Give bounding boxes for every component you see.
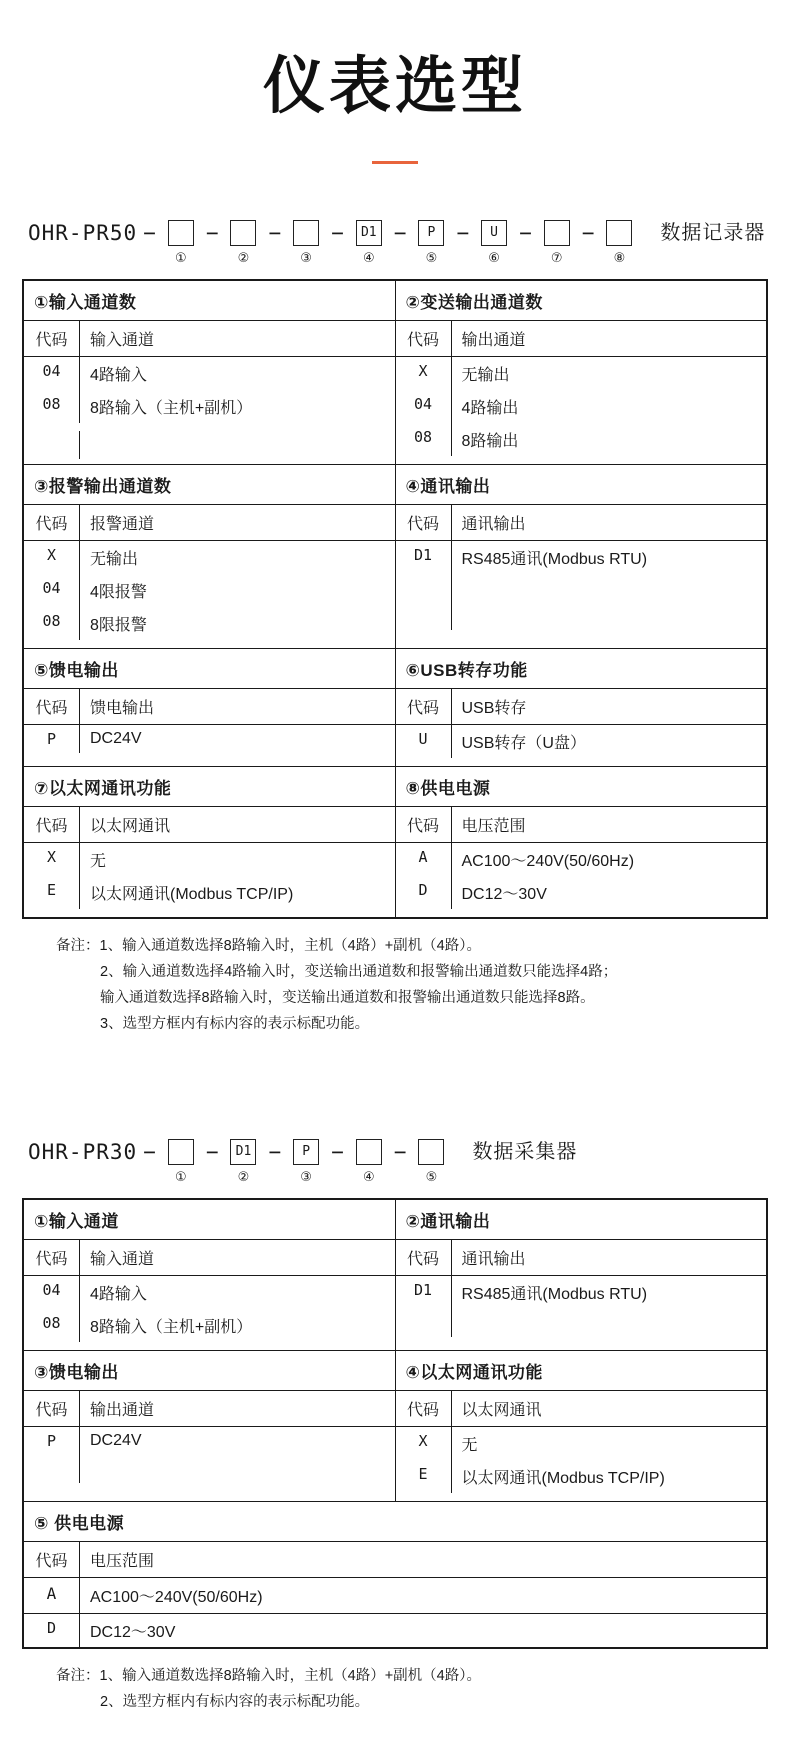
list-item — [24, 541, 395, 574]
option-desc: 8路输入（主机+副机） — [90, 400, 253, 417]
col-code-header: 代码 — [24, 807, 80, 842]
slot-box-4[interactable] — [356, 1139, 382, 1165]
list-item-filler — [24, 431, 395, 459]
spec-block-5-body — [23, 689, 395, 767]
slot-5[interactable] — [412, 1139, 450, 1186]
col-desc-header: 输入通道 — [90, 332, 155, 349]
col-desc-header: USB转存 — [461, 700, 527, 717]
slot-2[interactable] — [224, 1139, 262, 1186]
option-code: A — [24, 1578, 80, 1613]
list-item — [396, 1427, 767, 1460]
model-code-line-pr30 — [0, 1135, 790, 1186]
col-desc-header: 电压范围 — [461, 818, 526, 835]
option-code: 08 — [24, 607, 80, 640]
option-desc: 以太网通讯(Modbus TCP/IP) — [461, 1470, 665, 1487]
slot-7[interactable] — [538, 220, 576, 267]
column-header-row — [24, 1391, 395, 1427]
slot-box-2[interactable] — [230, 220, 256, 246]
option-code: 08 — [396, 423, 452, 456]
option-code: U — [396, 725, 452, 758]
option-code: 04 — [24, 1276, 80, 1309]
option-desc: 4路输出 — [461, 400, 519, 417]
list-item — [24, 574, 395, 607]
slot-box-3[interactable]: P — [293, 1139, 319, 1165]
option-code: D — [24, 1614, 80, 1647]
option-desc: 4路输入 — [90, 367, 147, 384]
col-desc-header: 报警通道 — [90, 516, 155, 533]
slot-5[interactable] — [412, 220, 450, 267]
spec-block-4 — [395, 465, 767, 505]
slot-4[interactable] — [350, 220, 388, 267]
option-code: 04 — [24, 574, 80, 607]
block-header: ④以太网通讯功能 — [405, 1363, 543, 1382]
table-row — [23, 689, 767, 767]
list-item-filler — [396, 1309, 767, 1345]
option-desc: DC24V — [90, 730, 142, 747]
note-text: 输入通道数选择8路输入时，主机（4路）+副机（4路）。 — [122, 938, 481, 954]
slot-6[interactable] — [475, 220, 513, 267]
list-item-filler — [396, 574, 767, 602]
notes-pr30 — [56, 1663, 790, 1715]
col-desc-header: 通讯输出 — [461, 1251, 526, 1268]
block-header: ⑤ 供电电源 — [34, 1514, 125, 1533]
dash: − — [205, 1140, 219, 1164]
table-row — [23, 1391, 767, 1502]
spec-block-4 — [395, 1351, 767, 1391]
slot-1[interactable] — [162, 1139, 200, 1186]
col-code-header: 代码 — [24, 1542, 80, 1577]
option-desc: AC100～240V(50/60Hz) — [461, 853, 635, 870]
list-item-filler — [24, 1455, 395, 1491]
slot-num-6: ⑥ — [488, 250, 500, 265]
option-desc — [452, 1309, 767, 1337]
slot-num-4: ④ — [362, 250, 375, 265]
note-line — [56, 1011, 790, 1037]
section-spacer — [0, 1037, 790, 1083]
note-number: 3、 — [100, 1016, 123, 1032]
spec-block-7-body — [23, 807, 395, 919]
table-row — [23, 1502, 767, 1542]
column-header-row — [24, 1542, 766, 1578]
col-desc-header: 以太网通讯 — [90, 818, 171, 835]
spec-block-2-body — [395, 321, 767, 465]
col-desc-header: 电压范围 — [90, 1553, 155, 1570]
option-code — [396, 1309, 452, 1337]
dash: − — [268, 221, 282, 245]
spec-block-5 — [23, 1502, 767, 1542]
option-code: E — [396, 1460, 452, 1493]
table-row — [23, 321, 767, 465]
block-header: ④通讯输出 — [405, 477, 491, 496]
col-code-header: 代码 — [24, 505, 80, 540]
option-code: A — [396, 843, 452, 876]
list-item — [396, 843, 767, 876]
option-code: E — [24, 876, 80, 909]
list-item — [24, 725, 395, 761]
note-text: 输入通道数选择8路输入时，主机（4路）+副机（4路）。 — [122, 1668, 481, 1684]
spec-block-6 — [395, 649, 767, 689]
dash: − — [268, 1140, 282, 1164]
block-header: ⑤馈电输出 — [34, 661, 119, 680]
table-row — [23, 1542, 767, 1649]
col-desc-header: 输出通道 — [461, 332, 526, 349]
col-code-header: 代码 — [396, 505, 452, 540]
slot-num-2: ② — [237, 250, 250, 265]
col-code-header: 代码 — [396, 689, 452, 724]
model-name-pr30: OHR-PR30 — [28, 1140, 138, 1164]
option-desc: 无 — [90, 853, 107, 870]
notes-pr50 — [56, 933, 790, 1037]
slot-num-3: ③ — [300, 250, 312, 265]
option-desc: 以太网通讯(Modbus TCP/IP) — [90, 886, 294, 903]
list-item — [396, 541, 767, 574]
list-item — [396, 357, 767, 390]
slot-box-8[interactable] — [606, 220, 632, 246]
spec-block-8-body — [395, 807, 767, 919]
block-header: ⑦以太网通讯功能 — [34, 779, 172, 798]
slot-3[interactable] — [287, 220, 325, 267]
list-item — [24, 1276, 395, 1309]
slot-box-7[interactable] — [544, 220, 570, 246]
col-desc-header: 馈电输出 — [90, 700, 155, 717]
col-code-header: 代码 — [396, 321, 452, 356]
spec-block-5-body — [23, 1542, 767, 1649]
block-header: ①输入通道 — [34, 1212, 119, 1231]
spec-block-7 — [23, 767, 395, 807]
dash: − — [393, 221, 407, 245]
notes-label: 备注： — [56, 938, 100, 954]
option-code — [24, 1455, 80, 1483]
table-row — [23, 280, 767, 321]
model-tail-pr50: 数据记录器 — [660, 222, 766, 244]
option-code: P — [24, 725, 80, 753]
option-desc: AC100～240V(50/60Hz) — [90, 1589, 263, 1606]
spec-block-1 — [23, 1199, 395, 1240]
slot-num-5: ⑤ — [425, 250, 438, 265]
option-desc: 4路输入 — [90, 1286, 147, 1303]
column-header-row — [396, 505, 767, 541]
option-code: X — [24, 541, 80, 574]
list-item — [24, 1309, 395, 1350]
col-code-header: 代码 — [396, 1240, 452, 1275]
note-line — [56, 1663, 790, 1689]
title-divider — [372, 161, 418, 164]
block-header: ③报警输出通道数 — [34, 477, 172, 496]
table-row — [23, 767, 767, 807]
note-text: 选型方框内有标内容的表示标配功能。 — [122, 1016, 370, 1032]
list-item — [24, 390, 395, 431]
column-header-row — [396, 689, 767, 725]
option-desc: 无 — [461, 1437, 478, 1454]
column-header-row — [24, 321, 395, 357]
option-code — [24, 431, 80, 459]
column-header-row — [24, 689, 395, 725]
col-code-header: 代码 — [24, 321, 80, 356]
list-item — [396, 1460, 767, 1501]
option-desc: 8路输入（主机+副机） — [90, 1319, 253, 1336]
table-row — [23, 807, 767, 919]
option-code — [396, 574, 452, 602]
note-number: 2、 — [100, 964, 123, 980]
col-desc-header: 输出通道 — [90, 1402, 155, 1419]
slot-1[interactable] — [162, 220, 200, 267]
notes-label: 备注： — [56, 1668, 100, 1684]
block-header: ①输入通道数 — [34, 293, 137, 312]
page-title: 仪表选型 — [262, 49, 527, 122]
dash: − — [519, 221, 532, 245]
table-row — [23, 1199, 767, 1240]
spec-table-pr30 — [22, 1198, 768, 1649]
slot-num-2: ② — [237, 1169, 250, 1184]
model-tail-pr30: 数据采集器 — [472, 1141, 578, 1163]
list-item — [24, 1427, 395, 1455]
list-item — [396, 725, 767, 766]
list-item — [396, 876, 767, 917]
spec-table-pr50 — [22, 279, 768, 919]
table-row — [23, 465, 767, 505]
spec-block-2 — [395, 1199, 767, 1240]
block-header: ②通讯输出 — [405, 1212, 491, 1231]
note-line — [56, 1689, 790, 1715]
note-text: 输入通道数选择4路输入时，变送输出通道数和报警输出通道数只能选择4路； — [122, 964, 618, 980]
column-header-row — [24, 505, 395, 541]
col-desc-header: 以太网通讯 — [461, 1402, 542, 1419]
option-code: 04 — [396, 390, 452, 423]
column-header-row — [24, 807, 395, 843]
note-line — [56, 933, 790, 959]
spec-block-3-body — [23, 1391, 395, 1502]
slot-box-4[interactable]: D1 — [356, 220, 382, 246]
dash: − — [331, 1140, 344, 1164]
option-desc: RS485通讯(Modbus RTU) — [461, 551, 648, 568]
option-desc — [452, 602, 767, 630]
option-code: X — [396, 1427, 452, 1460]
list-item — [24, 843, 395, 876]
dash: − — [143, 221, 156, 245]
dash: − — [393, 1140, 407, 1164]
option-code — [396, 602, 452, 630]
col-code-header: 代码 — [24, 1240, 80, 1275]
slot-num-3: ③ — [300, 1169, 312, 1184]
spec-block-1-body — [23, 1240, 395, 1351]
spec-block-4-body — [395, 505, 767, 649]
col-code-header: 代码 — [24, 689, 80, 724]
note-number: 1、 — [99, 938, 123, 954]
option-desc: 8限报警 — [90, 617, 147, 634]
dash: − — [456, 221, 470, 245]
option-code: D1 — [396, 541, 452, 574]
slot-4[interactable] — [350, 1139, 388, 1186]
dash: − — [581, 221, 595, 245]
dash: − — [205, 221, 219, 245]
list-item — [24, 876, 395, 917]
col-desc-header: 通讯输出 — [461, 516, 526, 533]
slot-box-1[interactable] — [168, 220, 194, 246]
table-row — [23, 1351, 767, 1391]
table-row — [23, 649, 767, 689]
dash: − — [331, 221, 344, 245]
option-desc: RS485通讯(Modbus RTU) — [461, 1286, 648, 1303]
note-number: 1、 — [99, 1668, 123, 1684]
slot-num-5: ⑤ — [425, 1169, 438, 1184]
spec-block-5 — [23, 649, 395, 689]
slot-3[interactable] — [287, 1139, 325, 1186]
col-desc-header: 输入通道 — [90, 1251, 155, 1268]
option-desc: 无输出 — [461, 367, 510, 384]
spec-block-8 — [395, 767, 767, 807]
option-desc: 4限报警 — [90, 584, 147, 601]
column-header-row — [396, 1240, 767, 1276]
column-header-row — [24, 1240, 395, 1276]
bottom-spacer — [0, 1715, 790, 1731]
block-header: ⑧供电电源 — [405, 779, 491, 798]
option-code: 08 — [24, 390, 80, 423]
col-code-header: 代码 — [396, 1391, 452, 1426]
col-code-header: 代码 — [396, 807, 452, 842]
option-code: 04 — [24, 357, 80, 390]
list-item — [396, 390, 767, 423]
dash: − — [143, 1140, 156, 1164]
slot-box-1[interactable] — [168, 1139, 194, 1165]
slot-8[interactable] — [600, 220, 638, 267]
slot-num-1: ① — [174, 1169, 187, 1184]
option-desc: DC12～30V — [461, 886, 547, 903]
list-item — [396, 1276, 767, 1309]
note-text: 输入通道数选择8路输入时，变送输出通道数和报警输出通道数只能选择8路。 — [100, 990, 595, 1006]
option-desc — [452, 574, 767, 602]
slot-num-7: ⑦ — [550, 250, 563, 265]
model-name-pr50: OHR-PR50 — [28, 221, 138, 245]
option-code: 08 — [24, 1309, 80, 1342]
block-header: ⑥USB转存功能 — [405, 661, 528, 680]
column-header-row — [396, 1391, 767, 1427]
option-code: P — [24, 1427, 80, 1455]
option-desc: DC24V — [90, 1432, 142, 1449]
note-number: 2、 — [100, 1694, 123, 1710]
option-code: D — [396, 876, 452, 909]
model-code-line-pr50 — [0, 216, 790, 267]
list-item — [24, 1614, 766, 1647]
spec-block-3 — [23, 1351, 395, 1391]
option-code: X — [24, 843, 80, 876]
block-header: ②变送输出通道数 — [405, 293, 543, 312]
column-header-row — [396, 321, 767, 357]
spec-block-6-body — [395, 689, 767, 767]
list-item — [24, 607, 395, 648]
list-item — [24, 357, 395, 390]
column-header-row — [396, 807, 767, 843]
spec-block-3-body — [23, 505, 395, 649]
slot-box-2[interactable]: D1 — [230, 1139, 256, 1165]
list-item-filler — [396, 602, 767, 638]
col-code-header: 代码 — [24, 1391, 80, 1426]
option-desc — [80, 1455, 395, 1483]
spec-block-1-body — [23, 321, 395, 465]
option-desc — [80, 431, 395, 459]
option-code: X — [396, 357, 452, 390]
slot-box-3[interactable] — [293, 220, 319, 246]
spec-block-3 — [23, 465, 395, 505]
table-row — [23, 1240, 767, 1351]
option-desc: 8路输出 — [461, 433, 519, 450]
slot-num-8: ⑧ — [613, 250, 626, 265]
option-code: D1 — [396, 1276, 452, 1309]
spec-block-4-body — [395, 1391, 767, 1502]
spec-block-2 — [395, 280, 767, 321]
note-line — [56, 985, 790, 1011]
slot-box-5[interactable] — [418, 1139, 444, 1165]
option-desc: 无输出 — [90, 551, 139, 568]
slot-box-6[interactable]: U — [481, 220, 507, 246]
slot-num-1: ① — [174, 250, 187, 265]
option-desc: USB转存（U盘） — [461, 735, 586, 752]
table-row — [23, 505, 767, 649]
option-desc: DC12～30V — [90, 1624, 176, 1641]
slot-num-4: ④ — [362, 1169, 375, 1184]
note-text: 选型方框内有标内容的表示标配功能。 — [122, 1694, 370, 1710]
spec-block-2-body — [395, 1240, 767, 1351]
slot-2[interactable] — [224, 220, 262, 267]
block-header: ③馈电输出 — [34, 1363, 119, 1382]
note-line — [56, 959, 790, 985]
list-item — [396, 423, 767, 464]
slot-box-5[interactable]: P — [418, 220, 444, 246]
list-item — [24, 1578, 766, 1614]
spec-block-1 — [23, 280, 395, 321]
